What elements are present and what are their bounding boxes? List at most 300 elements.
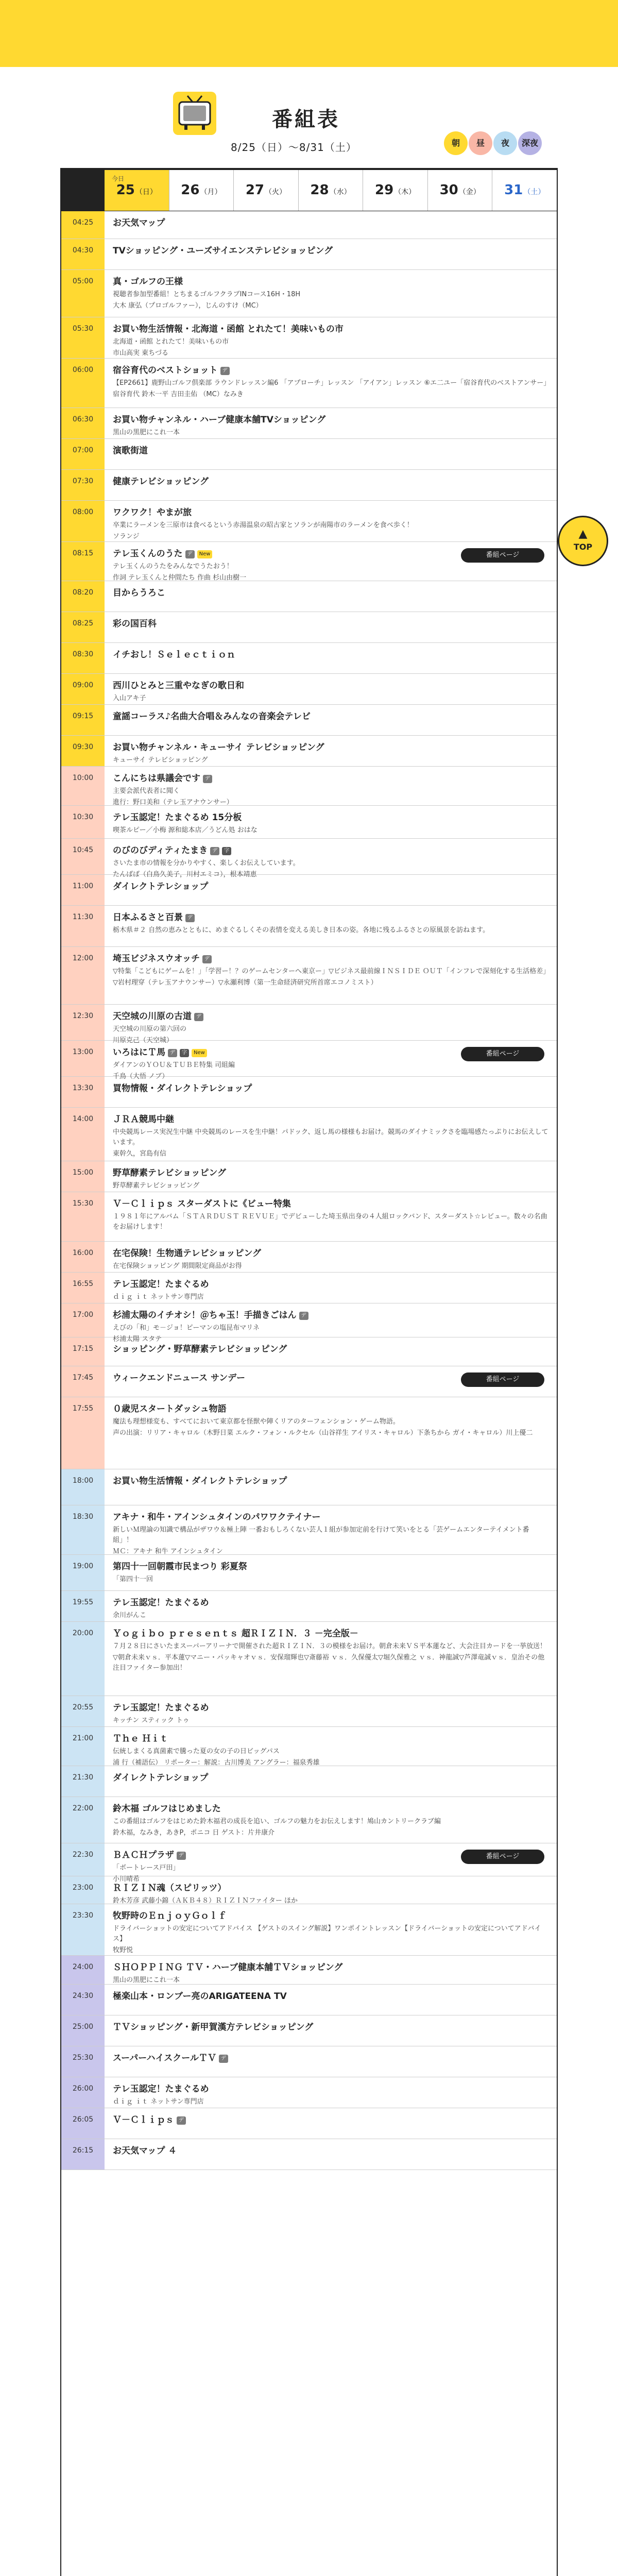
program-row[interactable] (61, 1985, 557, 2015)
program-description: 浦 行（補語伝） リポーター：解説：古川博美 アングラー：福泉秀雄 (113, 1759, 320, 1767)
program-row[interactable] (61, 1161, 557, 1192)
program-title[interactable] (113, 323, 548, 336)
program-title[interactable] (113, 1309, 548, 1322)
program-mark-badge: デ (220, 367, 230, 375)
program-title-text: お買い物生活情報・北海道・函館 とれたて！美味いもの市 (113, 324, 344, 334)
grid-corner (61, 170, 105, 211)
program-time: 16:55 (61, 1273, 105, 1303)
program-row[interactable] (61, 542, 557, 581)
back-to-top-button[interactable] (558, 516, 608, 566)
program-time: 19:00 (61, 1555, 105, 1590)
program-cell (105, 501, 557, 541)
program-time: 21:00 (61, 1727, 105, 1766)
program-mark-badge: デ (219, 2055, 228, 2063)
program-description: 宿谷育代 鈴木一平 吉田圭佑 （MC）なみき (113, 391, 244, 398)
program-mark-badge: デ (210, 847, 219, 855)
program-description: 天空城の川原の第六回の (113, 1025, 187, 1033)
program-title[interactable] (113, 1596, 548, 1609)
program-row[interactable] (61, 1273, 557, 1303)
day-number: 30（金） (439, 182, 480, 198)
program-time: 25:00 (61, 2015, 105, 2046)
program-row[interactable] (61, 1469, 557, 1505)
program-title[interactable] (113, 911, 548, 924)
program-title-text: テレ玉認定！たまぐるめ (113, 1703, 209, 1713)
program-description: ｄｉｇ ｉｔ ネットサン専門店 (113, 2098, 204, 2106)
date-range: 8/25（日）〜8/31（土） (231, 141, 357, 154)
day-tab-27[interactable] (233, 170, 298, 211)
program-title[interactable] (113, 1961, 548, 1974)
program-row[interactable] (61, 1108, 557, 1161)
program-title-text: スーパーハイスクールＴＶ (113, 2053, 216, 2063)
program-description: 鈴木芳彦 武藤小錦（ＡＫＢ４８）ＲＩＺＩＮファイター ほか (113, 1897, 298, 1905)
program-cell (105, 1727, 557, 1766)
program-description: 【EP2661】鹿野山ゴルフ倶楽部 ラウンドレッスン編6 「アプローチ」レッスン 「アイアン」レッスン ⑥エ二ユー「宿谷育代のベストアンサー」 (113, 379, 551, 387)
program-time: 11:30 (61, 906, 105, 946)
program-title-text: Ｔｈｅ Ｈｉｔ (113, 1734, 168, 1744)
program-title-text: ＢＡＣＨプラザ (113, 1850, 174, 1860)
program-title-text: アキナ・和牛・アインシュタインのパワワクテイナー (113, 1512, 321, 1522)
program-title-text: ダイレクトテレショップ (113, 882, 209, 892)
program-description: 余川がんこ (113, 1612, 147, 1619)
program-description: 杉浦太陽 スタテ (113, 1335, 162, 1343)
program-row[interactable] (61, 1843, 557, 1883)
program-description: 新しいＭ理論の知識で構品がザワウ＆極上陣 一番おもしろくない芸人１組が参加定前を行けて笑いをとる「芸ゲームエンターテイメント番組」！ (113, 1526, 529, 1544)
arrow-up-icon: ▲ (578, 528, 588, 540)
program-row[interactable] (61, 359, 557, 408)
program-description: 喫茶ルピー／小梅 源和総本店／うどん処 おはな (113, 826, 258, 834)
program-title-text: ＪＲＡ競馬中継 (113, 1114, 174, 1125)
program-row[interactable] (61, 1727, 557, 1766)
program-mark-badge: デ (203, 775, 212, 783)
program-cell (105, 1591, 557, 1621)
day-weekday: （木） (394, 188, 416, 196)
program-description: ｄｉｇ ｉｔ ネットサン専門店 (113, 1293, 204, 1301)
program-title-text: ショッピング・野草酵素テレビショッピング (113, 1344, 287, 1354)
program-time: 18:30 (61, 1505, 105, 1554)
program-time: 20:00 (61, 1622, 105, 1696)
program-description: テレ玉くんのうたをみんなでうたおう！ (113, 563, 233, 570)
program-cell (105, 1303, 557, 1343)
program-page-button[interactable]: 番組ページ (461, 548, 544, 563)
program-mark-badge: New (197, 550, 213, 558)
schedule-grid (60, 170, 558, 2576)
program-title-text: テレ玉認定！たまぐるめ (113, 2084, 209, 2094)
program-cell (105, 839, 557, 878)
program-page-button[interactable]: 番組ページ (461, 1850, 544, 1864)
program-description: 卒業にラーメンを三原市は食べるという赤湯温泉の昭古家とソランが南陽市のラーメンを食べ歩く！ (113, 521, 414, 529)
program-description: 大木 康弘（プロゴルファー），じんのすけ（MC） (113, 302, 263, 310)
day-tabs (61, 170, 557, 211)
program-row[interactable] (61, 2108, 557, 2139)
program-time: 04:25 (61, 211, 105, 239)
program-description: ドライバーショットの安定についてアドバイス 【ゲストのスイング解説】ワンポイントレッスン【ドライバーショットの安定についてアドバイス】 (113, 1925, 541, 1943)
program-time: 16:00 (61, 1242, 105, 1272)
program-title[interactable] (113, 1627, 548, 1640)
day-tab-25[interactable] (105, 170, 169, 211)
program-row[interactable] (61, 2139, 557, 2170)
program-row[interactable] (61, 408, 557, 439)
program-mark-badge: New (192, 1049, 207, 1057)
day-weekday: （月） (200, 188, 222, 196)
program-row[interactable] (61, 270, 557, 317)
program-title[interactable] (113, 741, 548, 754)
program-time: 23:00 (61, 1876, 105, 1904)
program-row[interactable] (61, 1956, 557, 1985)
program-title[interactable] (113, 2082, 548, 2096)
program-row[interactable] (61, 501, 557, 542)
program-cell (105, 1956, 557, 1984)
program-description: さいたま市の情報を分かりやすく、楽しくお伝えしています。 (113, 859, 300, 867)
day-weekday: （水） (329, 188, 351, 196)
program-time: 07:00 (61, 439, 105, 469)
program-title[interactable] (113, 586, 548, 600)
program-title[interactable] (113, 811, 548, 824)
program-cell (105, 1242, 557, 1272)
program-cell (105, 359, 557, 408)
program-cell (105, 612, 557, 642)
top-label: TOP (573, 542, 593, 552)
program-cell (105, 1904, 557, 1955)
program-title[interactable] (113, 1909, 548, 1923)
program-title[interactable] (113, 679, 548, 692)
program-cell (105, 439, 557, 469)
program-cell (105, 674, 557, 704)
program-title-text: お天気マップ (113, 218, 165, 228)
program-title-text: ＲＩＺＩＮ魂（スピリッツ） (113, 1883, 227, 1893)
program-time: 13:30 (61, 1077, 105, 1107)
program-description: キューサイ テレビショッピング (113, 756, 208, 764)
program-row[interactable] (61, 906, 557, 947)
program-title-text: 鈴木福 ゴルフはじめました (113, 1804, 221, 1814)
program-title[interactable] (113, 216, 548, 230)
program-row[interactable] (61, 239, 557, 270)
program-row[interactable] (61, 470, 557, 501)
program-description: 進行：野口美和（テレ玉アナウンサー） (113, 799, 233, 806)
program-cell (105, 1797, 557, 1843)
band-button-0[interactable]: 朝 (444, 131, 468, 155)
program-description: 川原克己（天空城） (113, 1037, 174, 1044)
program-cell (105, 1337, 557, 1366)
program-row[interactable] (61, 1397, 557, 1469)
program-title[interactable] (113, 844, 548, 857)
program-title[interactable] (113, 475, 548, 488)
program-time: 11:00 (61, 875, 105, 905)
band-button-2[interactable]: 夜 (493, 131, 517, 155)
program-description: 「ボートレース戸田」 (113, 1864, 180, 1872)
program-title[interactable] (113, 506, 548, 519)
program-cell (105, 1108, 557, 1161)
program-time: 22:00 (61, 1797, 105, 1843)
program-title-text: Ｙｏｇｉｂｏ ｐｒｅｓｅｎｔｓ 超ＲＩＺＩＮ．３ －完全版－ (113, 1629, 358, 1639)
program-cell (105, 1161, 557, 1192)
program-title[interactable] (113, 1771, 548, 1785)
program-cell (105, 239, 557, 269)
program-mark-badge: デ (177, 1852, 186, 1860)
program-title-text: 演歌街道 (113, 446, 148, 456)
program-row[interactable] (61, 705, 557, 736)
program-row[interactable] (61, 1192, 557, 1242)
program-title-text: Ｖ－Ｃｌｉｐｓ (113, 2115, 174, 2125)
program-title[interactable] (113, 648, 548, 662)
program-title[interactable] (113, 1010, 548, 1023)
program-row[interactable] (61, 1555, 557, 1591)
program-row[interactable] (61, 1077, 557, 1108)
day-weekday: （日） (135, 188, 157, 196)
program-row[interactable] (61, 581, 557, 612)
program-title-text: 埼玉ビジネスウオッチ (113, 954, 200, 964)
program-description: 北海道・函館 とれたて！美味いもの市 (113, 338, 229, 346)
program-title-text: のびのびディティたまき (113, 845, 208, 856)
program-row[interactable] (61, 806, 557, 839)
program-time: 06:30 (61, 408, 105, 438)
program-title[interactable] (113, 2113, 548, 2127)
program-title[interactable] (113, 444, 548, 457)
program-mark-badge: デ (168, 1049, 177, 1057)
day-weekday: （火） (265, 188, 287, 196)
program-description: たんばば（白鳥久美子，川村エミコ），根本靖恵 (113, 871, 257, 878)
program-description: ▽岩村理穿（テレ玉アナウンサー）▽永瀬利博（第一生命経済研究所首席エコノミスト） (113, 979, 377, 987)
program-title[interactable] (113, 1278, 548, 1291)
program-time: 08:00 (61, 501, 105, 541)
program-cell (105, 211, 557, 239)
program-row[interactable] (61, 1766, 557, 1797)
program-time: 08:30 (61, 643, 105, 673)
program-description: ダイアンのＹＯＵ＆ＴＵＢＥ特集 司組編 (113, 1061, 235, 1069)
program-description: 小川晴希 (113, 1875, 140, 1883)
program-title[interactable] (113, 1247, 548, 1260)
program-row[interactable] (61, 643, 557, 674)
program-mark-badge: デ (194, 1013, 203, 1021)
program-title-text: 童謡コーラス♪名曲大合唱＆みんなの音楽会テレビ (113, 711, 311, 722)
day-tab-30[interactable] (427, 170, 492, 211)
program-description: 伝統しまくる真菌素で騰った夏の女の子の日ビッグパス (113, 1748, 280, 1755)
program-row[interactable] (61, 1242, 557, 1273)
program-time: 19:55 (61, 1591, 105, 1621)
program-row[interactable] (61, 875, 557, 906)
program-title[interactable] (113, 1701, 548, 1715)
program-row[interactable] (61, 1876, 557, 1904)
program-cell (105, 875, 557, 905)
program-cell (105, 1876, 557, 1904)
program-mark-badge: デ (202, 955, 212, 963)
program-description: ▽朝倉未来ｖｓ．平本蓮▽マニー・パッキャオｖｓ．安保瑠輝也▽斎藤裕 ｖｓ．久保優太▽堀久保雅之 ｖｓ．神龍誠▽芦澤竜誠ｖｓ．皇治その他注目ファイター参加出！ (113, 1654, 545, 1672)
program-row[interactable] (61, 767, 557, 806)
program-time: 17:15 (61, 1337, 105, 1366)
program-row[interactable] (61, 317, 557, 359)
program-title[interactable] (113, 364, 548, 377)
program-mark-badge: デ (185, 550, 195, 558)
program-title-text: ダイレクトテレショップ (113, 1773, 209, 1783)
program-page-button[interactable]: 番組ページ (461, 1047, 544, 1061)
program-description: ▽特集「こどもにゲームを！」「学習ー！？のゲームセンターへ東京ー」▽ビジネス最前線ＩＮＳＩＤＥ ＯＵＴ「インフレで深刻化する生活格差」 (113, 968, 550, 975)
program-cell (105, 1005, 557, 1044)
day-tab-28[interactable] (298, 170, 363, 211)
program-title[interactable] (113, 1343, 548, 1356)
program-cell (105, 947, 557, 1004)
program-description: 「第四十一回 (113, 1575, 153, 1583)
program-row[interactable] (61, 439, 557, 470)
program-title[interactable] (113, 1882, 548, 1895)
program-description: 在宅保険ショッピング 期間限定商品がお得 (113, 1262, 242, 1270)
program-row[interactable] (61, 1337, 557, 1366)
program-time: 24:30 (61, 1985, 105, 2015)
program-title[interactable] (113, 1990, 548, 2003)
day-number: 29（木） (375, 182, 416, 198)
program-cell (105, 2108, 557, 2139)
program-cell (105, 705, 557, 735)
day-tab-26[interactable] (169, 170, 234, 211)
program-cell (105, 806, 557, 838)
program-title[interactable] (113, 2144, 548, 2158)
program-row[interactable] (61, 1797, 557, 1843)
program-title-text: こんにちは県議会です (113, 773, 200, 784)
program-title[interactable] (113, 275, 548, 289)
program-row[interactable] (61, 674, 557, 705)
program-time: 26:00 (61, 2077, 105, 2108)
program-row[interactable] (61, 612, 557, 643)
program-title-text: お買い物チャンネル・キューサイ テレビショッピング (113, 742, 324, 753)
program-row[interactable] (61, 736, 557, 767)
program-title[interactable] (113, 1475, 548, 1488)
program-title[interactable] (113, 2021, 548, 2034)
program-row[interactable] (61, 1303, 557, 1343)
program-title[interactable] (113, 617, 548, 631)
program-title[interactable] (113, 2052, 548, 2065)
program-mark-badge: デ (299, 1312, 308, 1320)
program-row[interactable] (61, 1591, 557, 1622)
program-time: 08:25 (61, 612, 105, 642)
program-title-text: 宿谷育代のベストショット (113, 365, 218, 376)
program-title[interactable] (113, 710, 548, 723)
program-cell (105, 1505, 557, 1554)
program-row[interactable] (61, 1366, 557, 1397)
program-cell (105, 1622, 557, 1696)
day-number: 31（土） (504, 182, 545, 198)
day-tab-29[interactable] (363, 170, 427, 211)
program-row[interactable] (61, 1696, 557, 1727)
program-title-text: お買い物生活情報・ダイレクトテレショップ (113, 1476, 287, 1486)
program-time: 26:15 (61, 2139, 105, 2170)
program-cell (105, 1077, 557, 1107)
program-description: この番組はゴルフをはじめた鈴木福君の成長を追い、ゴルフの魅力をお伝えします！鳩山カントリークラブ編 (113, 1818, 441, 1825)
program-cell (105, 1469, 557, 1505)
day-number: 25（日） (116, 182, 157, 198)
program-title-text: 牧野時のＥｎｊｏｙＧｏｌｆ (113, 1911, 227, 1921)
program-title[interactable] (113, 1802, 548, 1816)
program-time: 14:00 (61, 1108, 105, 1161)
program-page-button[interactable]: 番組ページ (461, 1372, 544, 1387)
program-description: 視聴者参加型番組！とちまるゴルフクラブINコース16H・18H (113, 291, 301, 298)
program-title[interactable] (113, 1082, 548, 1095)
program-description: 主要会派代表者に聞く (113, 787, 180, 795)
program-title-text: 日本ふるさと百景 (113, 912, 183, 923)
program-title-text: TVショッピング・ユーズサイエンステレビショッピング (113, 246, 333, 256)
program-title[interactable] (113, 244, 548, 258)
program-description: ＭＣ：アキナ 和牛 アインシュタイン (113, 1548, 223, 1555)
program-title[interactable] (113, 1197, 548, 1211)
program-title-text: 杉浦太陽のイチオシ！＠ちゃ玉！手描きごはん (113, 1310, 297, 1320)
program-title[interactable] (113, 1166, 548, 1180)
program-row[interactable] (61, 2015, 557, 2046)
program-row[interactable] (61, 947, 557, 1005)
program-row[interactable] (61, 2046, 557, 2077)
program-cell (105, 1555, 557, 1590)
program-time: 26:05 (61, 2108, 105, 2139)
program-description: 鈴木福，なみき，あきP，ポニコ 日 ゲスト：片井康介 (113, 1829, 275, 1837)
program-time: 17:45 (61, 1366, 105, 1397)
program-time: 05:30 (61, 317, 105, 358)
program-row[interactable] (61, 1505, 557, 1555)
program-title[interactable] (113, 1511, 548, 1524)
program-time: 25:30 (61, 2046, 105, 2077)
day-number: 26（月） (181, 182, 222, 198)
program-title[interactable] (113, 1732, 548, 1745)
program-time: 07:30 (61, 470, 105, 500)
program-row[interactable] (61, 1041, 557, 1080)
program-time: 17:55 (61, 1397, 105, 1469)
program-title[interactable] (113, 413, 548, 427)
program-title-text: テレ玉認定！たまぐるめ (113, 1279, 209, 1290)
program-row[interactable] (61, 211, 557, 239)
program-mark-badge: 字 (180, 1049, 189, 1057)
program-row[interactable] (61, 1622, 557, 1696)
program-time: 08:20 (61, 581, 105, 612)
program-row[interactable] (61, 1904, 557, 1956)
program-title-text: テレ玉認定！たまぐるめ 15分板 (113, 812, 242, 823)
program-title[interactable] (113, 1402, 548, 1416)
program-time: 24:00 (61, 1956, 105, 1984)
day-tab-31[interactable] (492, 170, 557, 211)
program-title[interactable] (113, 952, 548, 965)
program-title-text: ＳＨＯＰＰＩＮＧ ＴＶ・ハーブ健康本舗ＴＶショッピング (113, 1962, 343, 1973)
program-title-text: Ｖ－Ｃｌｉｐｓ スターダストに《ビュー特集 (113, 1199, 291, 1209)
program-title-text: 野草酵素テレビショッピング (113, 1168, 226, 1178)
program-cell (105, 1273, 557, 1303)
program-title-text: イチおし！Ｓｅｌｅｃｔｉｏｎ (113, 650, 235, 660)
program-time: 12:30 (61, 1005, 105, 1040)
program-cell (105, 2139, 557, 2170)
program-mark-badge: 字 (222, 847, 231, 855)
program-title[interactable] (113, 772, 548, 785)
day-number: 27（火） (245, 182, 287, 198)
program-title[interactable] (113, 1560, 548, 1573)
program-title-text: 極楽山本・ロンブー亮のARIGATEENA TV (113, 1991, 287, 2002)
tv-icon (170, 89, 219, 138)
program-cell (105, 906, 557, 946)
program-time: 09:00 (61, 674, 105, 704)
day-weekday: （金） (458, 188, 480, 196)
program-title-text: 西川ひとみと三重やなぎの歌日和 (113, 681, 244, 691)
program-description: １９８１年にアルバム「ＳＴＡＲＤＵＳＴ ＲＥＶＵＥ」でデビューした埼玉県出身の４人組ロックバンド、スターダスト☆レビュー。数々の名曲をお届けします！ (113, 1213, 547, 1231)
program-time: 06:00 (61, 359, 105, 408)
program-time: 08:15 (61, 542, 105, 581)
band-button-3[interactable]: 深夜 (518, 131, 542, 155)
program-cell (105, 408, 557, 438)
program-title-text: 第四十一回朝霞市民まつり 彩夏祭 (113, 1562, 247, 1572)
day-number: 28（水） (310, 182, 351, 198)
program-title[interactable] (113, 880, 548, 893)
program-description: 黒山の黒肥にこれ一本 (113, 429, 180, 436)
program-title[interactable] (113, 1113, 548, 1126)
band-button-1[interactable]: 昼 (469, 131, 492, 155)
program-time: 10:00 (61, 767, 105, 805)
program-description: ソランジ (113, 533, 140, 540)
program-row[interactable] (61, 839, 557, 878)
program-cell (105, 470, 557, 500)
program-row[interactable] (61, 1005, 557, 1044)
program-row[interactable] (61, 2077, 557, 2108)
program-cell (105, 581, 557, 612)
